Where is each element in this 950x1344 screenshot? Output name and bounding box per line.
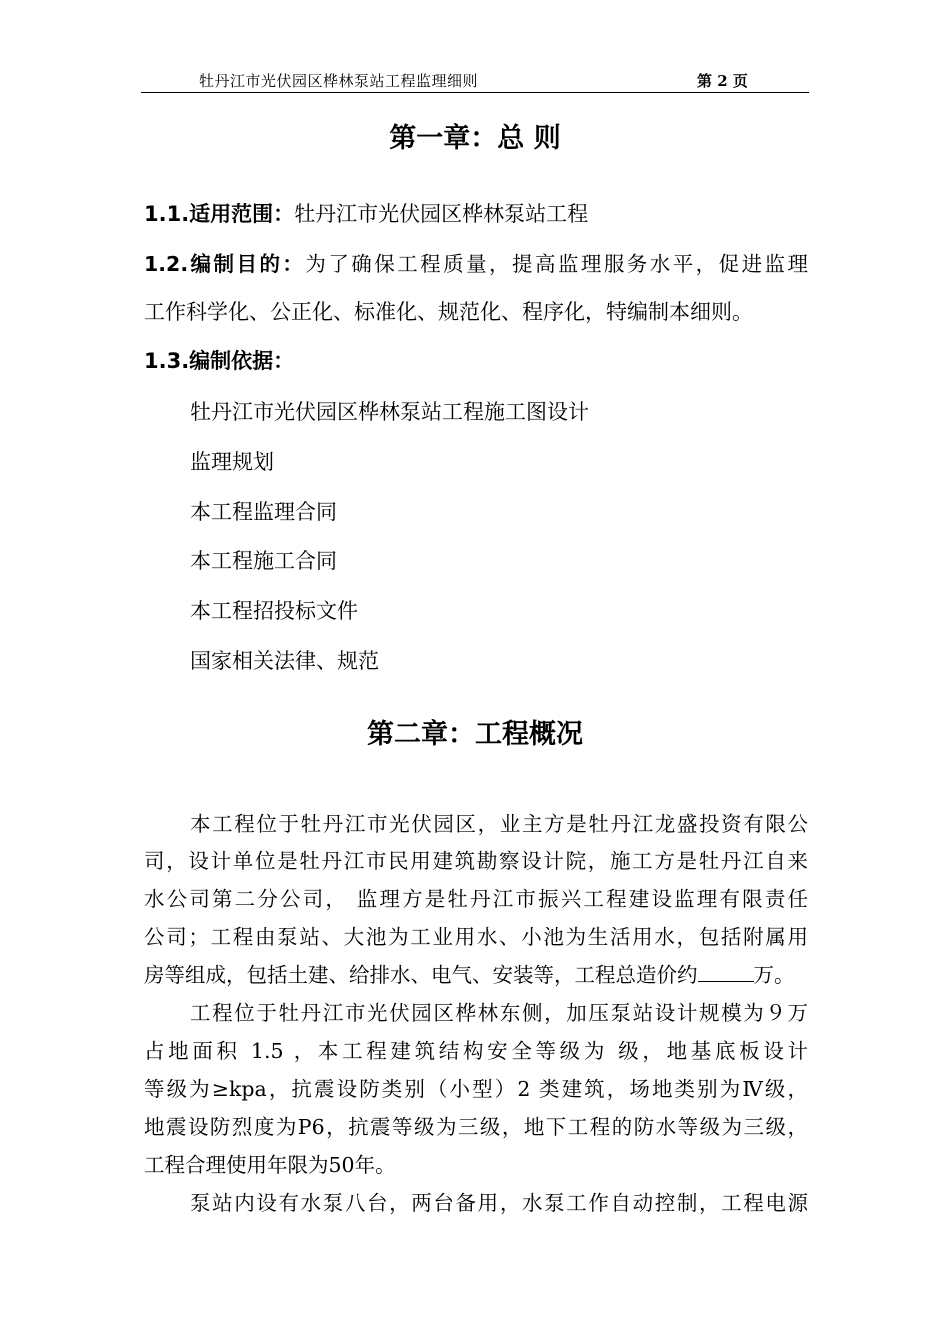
section-1-1 (144, 198, 588, 228)
basis-item: 牡丹江市光伏园区桦林泵站工程施工图设计 (190, 400, 589, 424)
basis-item: 监理规划 (190, 450, 274, 474)
section-1-2 (144, 247, 808, 277)
section-1-3-label (144, 345, 294, 375)
overview-line: 工程位于牡丹江市光伏园区桦林东侧，加压泵站设计规模为９万 (190, 1001, 808, 1025)
section-1-2-continued: 工作科学化、公正化、标准化、规范化、程序化，特编制本细则。 (144, 300, 753, 324)
section-1-1-label: 1.1.适用范围： (144, 202, 295, 226)
chapter-1-title: 第一章：总 则 (389, 123, 561, 154)
cost-blank (698, 963, 754, 982)
overview-cost-text: 房等组成，包括土建、给排水、电气、安装等，工程总造价约 (144, 963, 698, 987)
section-1-2-label: 1.2.编制目的： (144, 252, 306, 276)
section-1-3-label-text: 1.3.编制依据： (144, 349, 295, 373)
header-title: 牡丹江市光伏园区桦林泵站工程监理细则 (199, 72, 479, 90)
overview-line: 地震设防烈度为P6，抗震等级为三级，地下工程的防水等级为三级， (144, 1115, 808, 1139)
header-page-number: 第 2 页 (697, 72, 748, 90)
overview-line: 工程合理使用年限为50年。 (144, 1153, 396, 1177)
overview-line: 泵站内设有水泵八台，两台备用，水泵工作自动控制，工程电源 (190, 1191, 808, 1215)
overview-line: 占地面积 1.5 ，本工程建筑结构安全等级为 级，地基底板设计 (144, 1039, 808, 1063)
overview-line-cost (144, 958, 795, 988)
overview-line: 水公司第二分公司， 监理方是牡丹江市振兴工程建设监理有限责任 (144, 887, 808, 911)
section-1-1-text: 牡丹江市光伏园区桦林泵站工程 (294, 202, 589, 226)
basis-item: 国家相关法律、规范 (190, 649, 379, 673)
overview-line: 等级为≥kpa，抗震设防类别（小型）2 类建筑，场地类别为Ⅳ级， (144, 1077, 808, 1101)
overview-line: 本工程位于牡丹江市光伏园区，业主方是牡丹江龙盛投资有限公 (190, 812, 808, 836)
basis-item: 本工程监理合同 (190, 500, 337, 524)
overview-line: 公司；工程由泵站、大池为工业用水、小池为生活用水，包括附属用 (144, 925, 808, 949)
overview-line: 司，设计单位是牡丹江市民用建筑勘察设计院，施工方是牡丹江自来 (144, 849, 808, 873)
page-header (141, 66, 809, 93)
overview-cost-unit: 万。 (753, 963, 795, 987)
chapter-2-title: 第二章：工程概况 (367, 719, 583, 750)
basis-item: 本工程招投标文件 (190, 599, 358, 623)
section-1-2-text: 为了确保工程质量，提高监理服务水平，促进监理 (305, 252, 808, 276)
basis-item: 本工程施工合同 (190, 549, 337, 573)
